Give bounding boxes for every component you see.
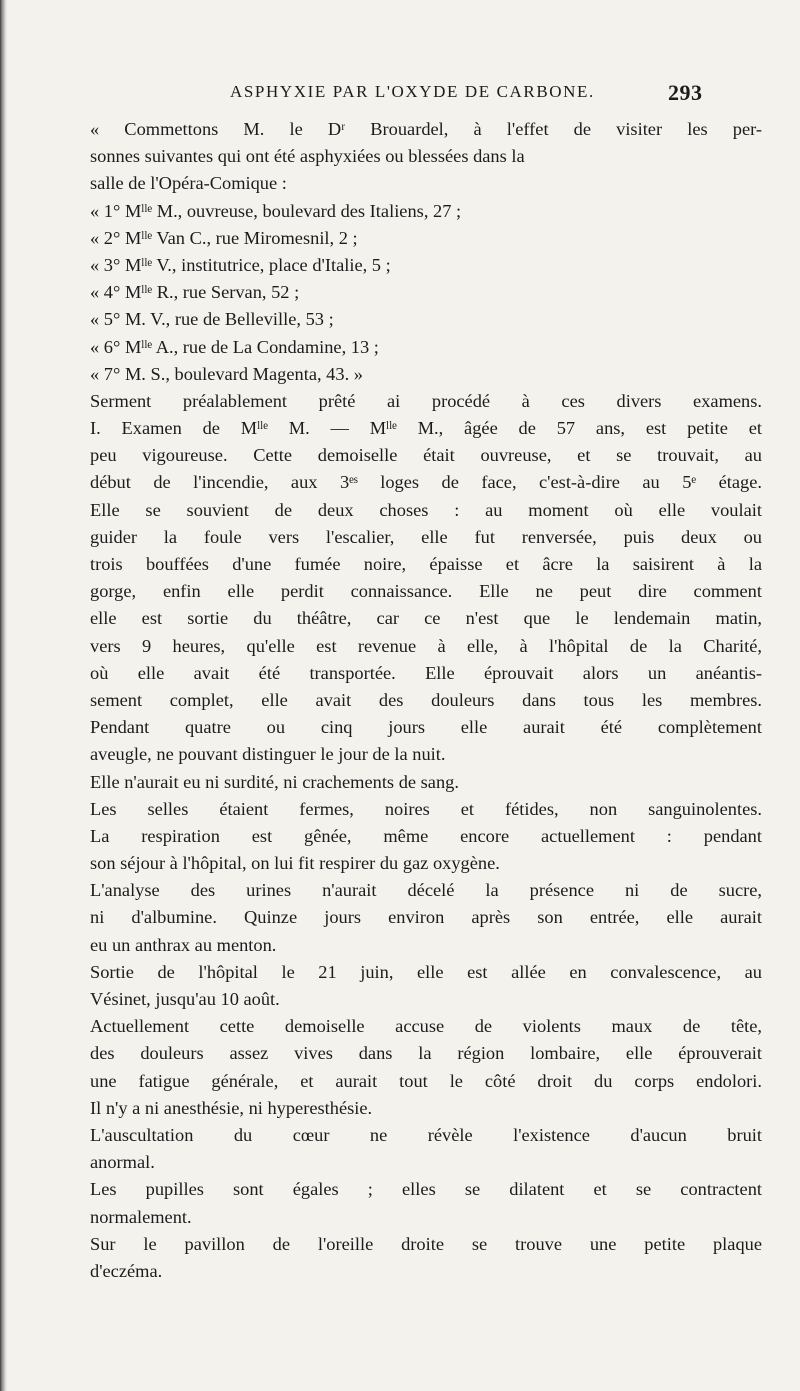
- page-header: [0, 80, 800, 110]
- list-item: « 3° Mˡˡᵉ V., institutrice, place d'Italie, 5 ;: [90, 254, 391, 275]
- text-line: I. Examen de Mˡˡᵉ M. — Mˡˡᵉ M., âgée de 57 ans, est petite et: [90, 418, 762, 439]
- text-line: elle est sortie du théâtre, car ce n'est que le lendemain matin,: [90, 608, 762, 629]
- text-line: Elle n'aurait eu ni surdité, ni crachements de sang.: [90, 771, 459, 792]
- text-line: ni d'albumine. Quinze jours environ après son entrée, elle aurait: [90, 907, 762, 928]
- list-item: « 2° Mˡˡᵉ Van C., rue Miromesnil, 2 ;: [90, 227, 358, 248]
- text-line: Les pupilles sont égales ; elles se dilatent et se contractent: [90, 1179, 762, 1200]
- text-line: anormal.: [90, 1152, 155, 1173]
- text-line: aveugle, ne pouvant distinguer le jour de la nuit.: [90, 744, 446, 765]
- text-line: son séjour à l'hôpital, on lui fit respirer du gaz oxygène.: [90, 853, 500, 874]
- text-line: Sortie de l'hôpital le 21 juin, elle est allée en convalescence, au: [90, 961, 762, 982]
- text-line: « Commettons M. le Dʳ Brouardel, à l'effet de visiter les per-: [90, 119, 762, 139]
- text-line: des douleurs assez vives dans la région lombaire, elle éprouverait: [90, 1043, 762, 1064]
- text-line: Elle se souvient de deux choses : au moment où elle voulait: [90, 499, 762, 520]
- text-line: guider la foule vers l'escalier, elle fut renversée, puis deux ou: [90, 526, 762, 547]
- text-line: une fatigue générale, et aurait tout le côté droit du corps endolori.: [90, 1070, 762, 1091]
- list-item: « 4° Mˡˡᵉ R., rue Servan, 52 ;: [90, 282, 300, 303]
- body-text: [90, 116, 762, 1285]
- text-line: Il n'y a ni anesthésie, ni hyperesthésie.: [90, 1097, 373, 1118]
- list-item: « 7° M. S., boulevard Magenta, 43. »: [90, 363, 363, 384]
- text-line: Vésinet, jusqu'au 10 août.: [90, 989, 280, 1009]
- text-line: salle de l'Opéra-Comique :: [90, 173, 287, 194]
- text-line: Les selles étaient fermes, noires et fétides, non sanguinolentes.: [90, 798, 762, 819]
- text-line: L'auscultation du cœur ne révèle l'existence d'aucun bruit: [90, 1124, 762, 1145]
- text-line: sonnes suivantes qui ont été asphyxiées ou blessées dans la: [90, 146, 525, 167]
- text-line: eu un anthrax au menton.: [90, 934, 277, 955]
- text-line: gorge, enfin elle perdit connaissance. Elle ne peut dire comment: [90, 581, 762, 602]
- text-line: Sur le pavillon de l'oreille droite se trouve une petite plaque: [90, 1233, 762, 1254]
- text-line: Actuellement cette demoiselle accuse de violents maux de tête,: [90, 1016, 762, 1037]
- text-line: Pendant quatre ou cinq jours elle aurait été complètement: [90, 717, 762, 738]
- text-line: d'eczéma.: [90, 1260, 163, 1281]
- list-item: « 6° Mˡˡᵉ A., rue de La Condamine, 13 ;: [90, 336, 379, 357]
- text-line: peu vigoureuse. Cette demoiselle était ouvreuse, et se trouvait, au: [90, 445, 762, 466]
- text-line: début de l'incendie, aux 3ᵉˢ loges de face, c'est-à-dire au 5ᵉ étage.: [90, 472, 762, 493]
- text-line: sement complet, elle avait des douleurs dans tous les membres.: [90, 689, 762, 710]
- page-binding-edge: [0, 0, 8, 1391]
- text-line: trois bouffées d'une fumée noire, épaisse et âcre la saisirent à la: [90, 554, 762, 574]
- list-item: « 5° M. V., rue de Belleville, 53 ;: [90, 309, 334, 330]
- text-line: La respiration est gênée, même encore actuellement : pendant: [90, 825, 762, 846]
- text-line: où elle avait été transportée. Elle éprouvait alors un anéantis-: [90, 662, 762, 683]
- page-number: 293: [668, 80, 703, 105]
- running-head: ASPHYXIE PAR L'OXYDE DE CARBONE.: [230, 82, 595, 101]
- text-line: Serment préalablement prêté ai procédé à ces divers examens.: [90, 390, 762, 411]
- text-line: normalement.: [90, 1206, 192, 1227]
- text-line: vers 9 heures, qu'elle est revenue à elle, à l'hôpital de la Charité,: [90, 635, 762, 656]
- list-item: « 1° Mˡˡᵉ M., ouvreuse, boulevard des Italiens, 27 ;: [90, 200, 462, 221]
- text-line: L'analyse des urines n'aurait décelé la présence ni de sucre,: [90, 880, 762, 901]
